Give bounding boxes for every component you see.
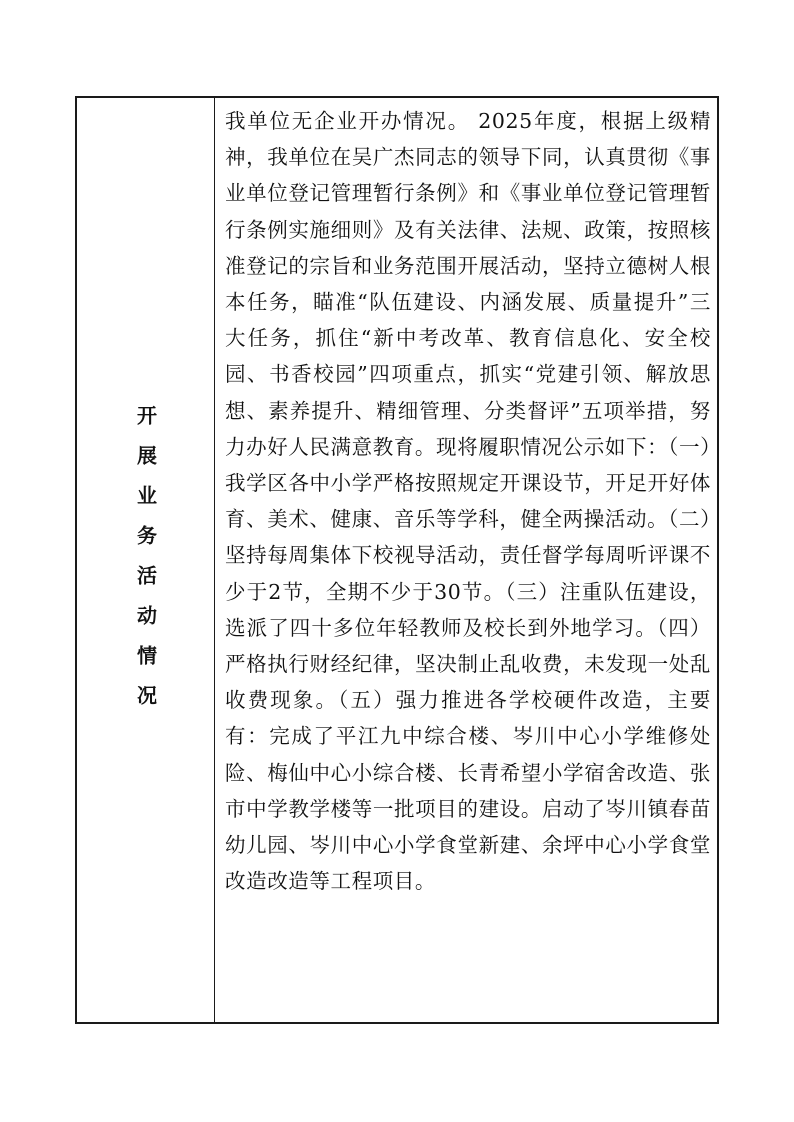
section-label-cell [77, 98, 215, 1022]
section-content-text: 我单位无企业开办情况。 2025年度，根据上级精神，我单位在吴广杰同志的领导下同，认真贯彻《事业单位登记管理暂行条例》和《事业单位登记管理暂行条例实施细则》及有关法律、法规、政策，按照核准登记的宗旨和业务范围开展活动，坚持立德树人根本任务，瞄准“队伍建设、内涵发展、质量提升”三大任务，抓住“新中考改革、教育信息化、安全校园、书香校园”四项重点，抓实“党建引领、解放思想、素养提升、精细管理、分类督评”五项举措，努力办好人民满意教育。现将履职情况公示如下：（一）我学区各中小学严格按照规定开课设节，开足开好体育、美术、健康、音乐等学科，健全两操活动。（二）坚持每周集体下校视导活动，责任督学每周听评课不少于2节，全期不少于30节。（三）注重队伍建设，选派了四十多位年轻教师及校长到外地学习。（四）严格执行财经纪律，坚决制止乱收费，未发现一处乱收费现象。（五）强力推进各学校硬件改造，主要有：完成了平江九中综合楼、岑川中心小学维修处险、梅仙中心小综合楼、长青希望小学宿舍改造、张市中学教学楼等一批项目的建设。启动了岑川镇春苗幼儿园、岑川中心小学食堂新建、余坪中心小学食堂改造改造等工程项目。 [225, 109, 711, 894]
section-label: 开展业务活动情况 [133, 405, 158, 725]
section-content-cell [215, 98, 717, 1022]
activity-form-table [75, 96, 719, 1024]
